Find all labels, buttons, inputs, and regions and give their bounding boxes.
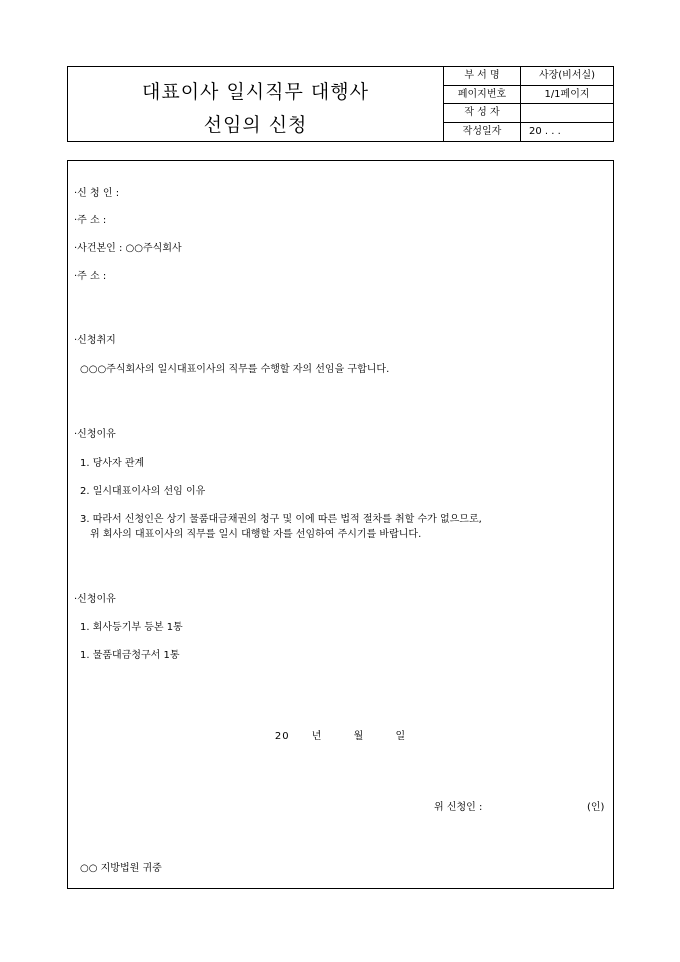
title-cell bbox=[68, 67, 444, 141]
info-row-page-number bbox=[444, 86, 613, 105]
application-date bbox=[68, 727, 613, 742]
info-label: 작성일자 bbox=[444, 123, 521, 142]
date-year: 20 bbox=[274, 731, 290, 742]
reason-item: 3. 따라서 신청인은 상기 물품대금채권의 청구 및 이에 따른 법적 절차를 취할 수가 없으므로, bbox=[80, 514, 482, 525]
info-table bbox=[444, 67, 613, 141]
info-value: 20 . . . bbox=[529, 125, 561, 137]
info-row-date bbox=[444, 123, 613, 142]
attachment-item: 1. 물품대금청구서 1통 bbox=[80, 650, 180, 661]
reason-item: 1. 당사자 관계 bbox=[80, 458, 145, 469]
seal-mark: (인) bbox=[587, 802, 605, 813]
applicant-address-line: ·주 소 : bbox=[74, 215, 107, 226]
document-header bbox=[67, 66, 614, 142]
purpose-heading: ·신청취지 bbox=[74, 335, 116, 346]
reason-item: 2. 일시대표이사의 선임 이유 bbox=[80, 486, 206, 497]
info-value bbox=[521, 104, 613, 122]
info-label: 작 성 자 bbox=[444, 104, 521, 122]
reason-item-continuation: 위 회사의 대표이사의 직무를 일시 대행할 자를 선임하여 주시기를 바랍니다. bbox=[90, 529, 422, 540]
document-title-line1: 대표이사 일시직무 대행사 bbox=[142, 81, 369, 103]
info-label: 페이지번호 bbox=[444, 86, 521, 104]
applicant-signature-label: 위 신청인 : bbox=[434, 802, 483, 813]
principal-address-line: ·주 소 : bbox=[74, 271, 107, 282]
date-month-unit: 월 bbox=[353, 731, 365, 742]
date-day-unit: 일 bbox=[395, 731, 407, 742]
court-addressee: ○○ 지방법원 귀중 bbox=[80, 863, 162, 874]
purpose-text: ○○○주식회사의 일시대표이사의 직무를 수행할 자의 선임을 구합니다. bbox=[80, 364, 390, 375]
attachment-heading: ·신청이유 bbox=[74, 594, 116, 605]
info-row-author bbox=[444, 104, 613, 123]
info-row-department bbox=[444, 67, 613, 86]
applicant-line: ·신 청 인 : bbox=[74, 188, 120, 199]
info-value: 사장(비서실) bbox=[538, 70, 596, 81]
date-year-unit: 년 bbox=[311, 731, 323, 742]
case-principal-line: ·사건본인 : ○○주식회사 bbox=[74, 243, 182, 254]
attachment-item: 1. 회사등기부 등본 1통 bbox=[80, 622, 183, 633]
info-value: 1/1페이지 bbox=[544, 88, 590, 100]
reason-heading: ·신청이유 bbox=[74, 429, 116, 440]
document-body bbox=[67, 160, 614, 889]
document-title-line2: 선임의 신청 bbox=[203, 114, 308, 136]
info-label: 부 서 명 bbox=[444, 67, 521, 85]
